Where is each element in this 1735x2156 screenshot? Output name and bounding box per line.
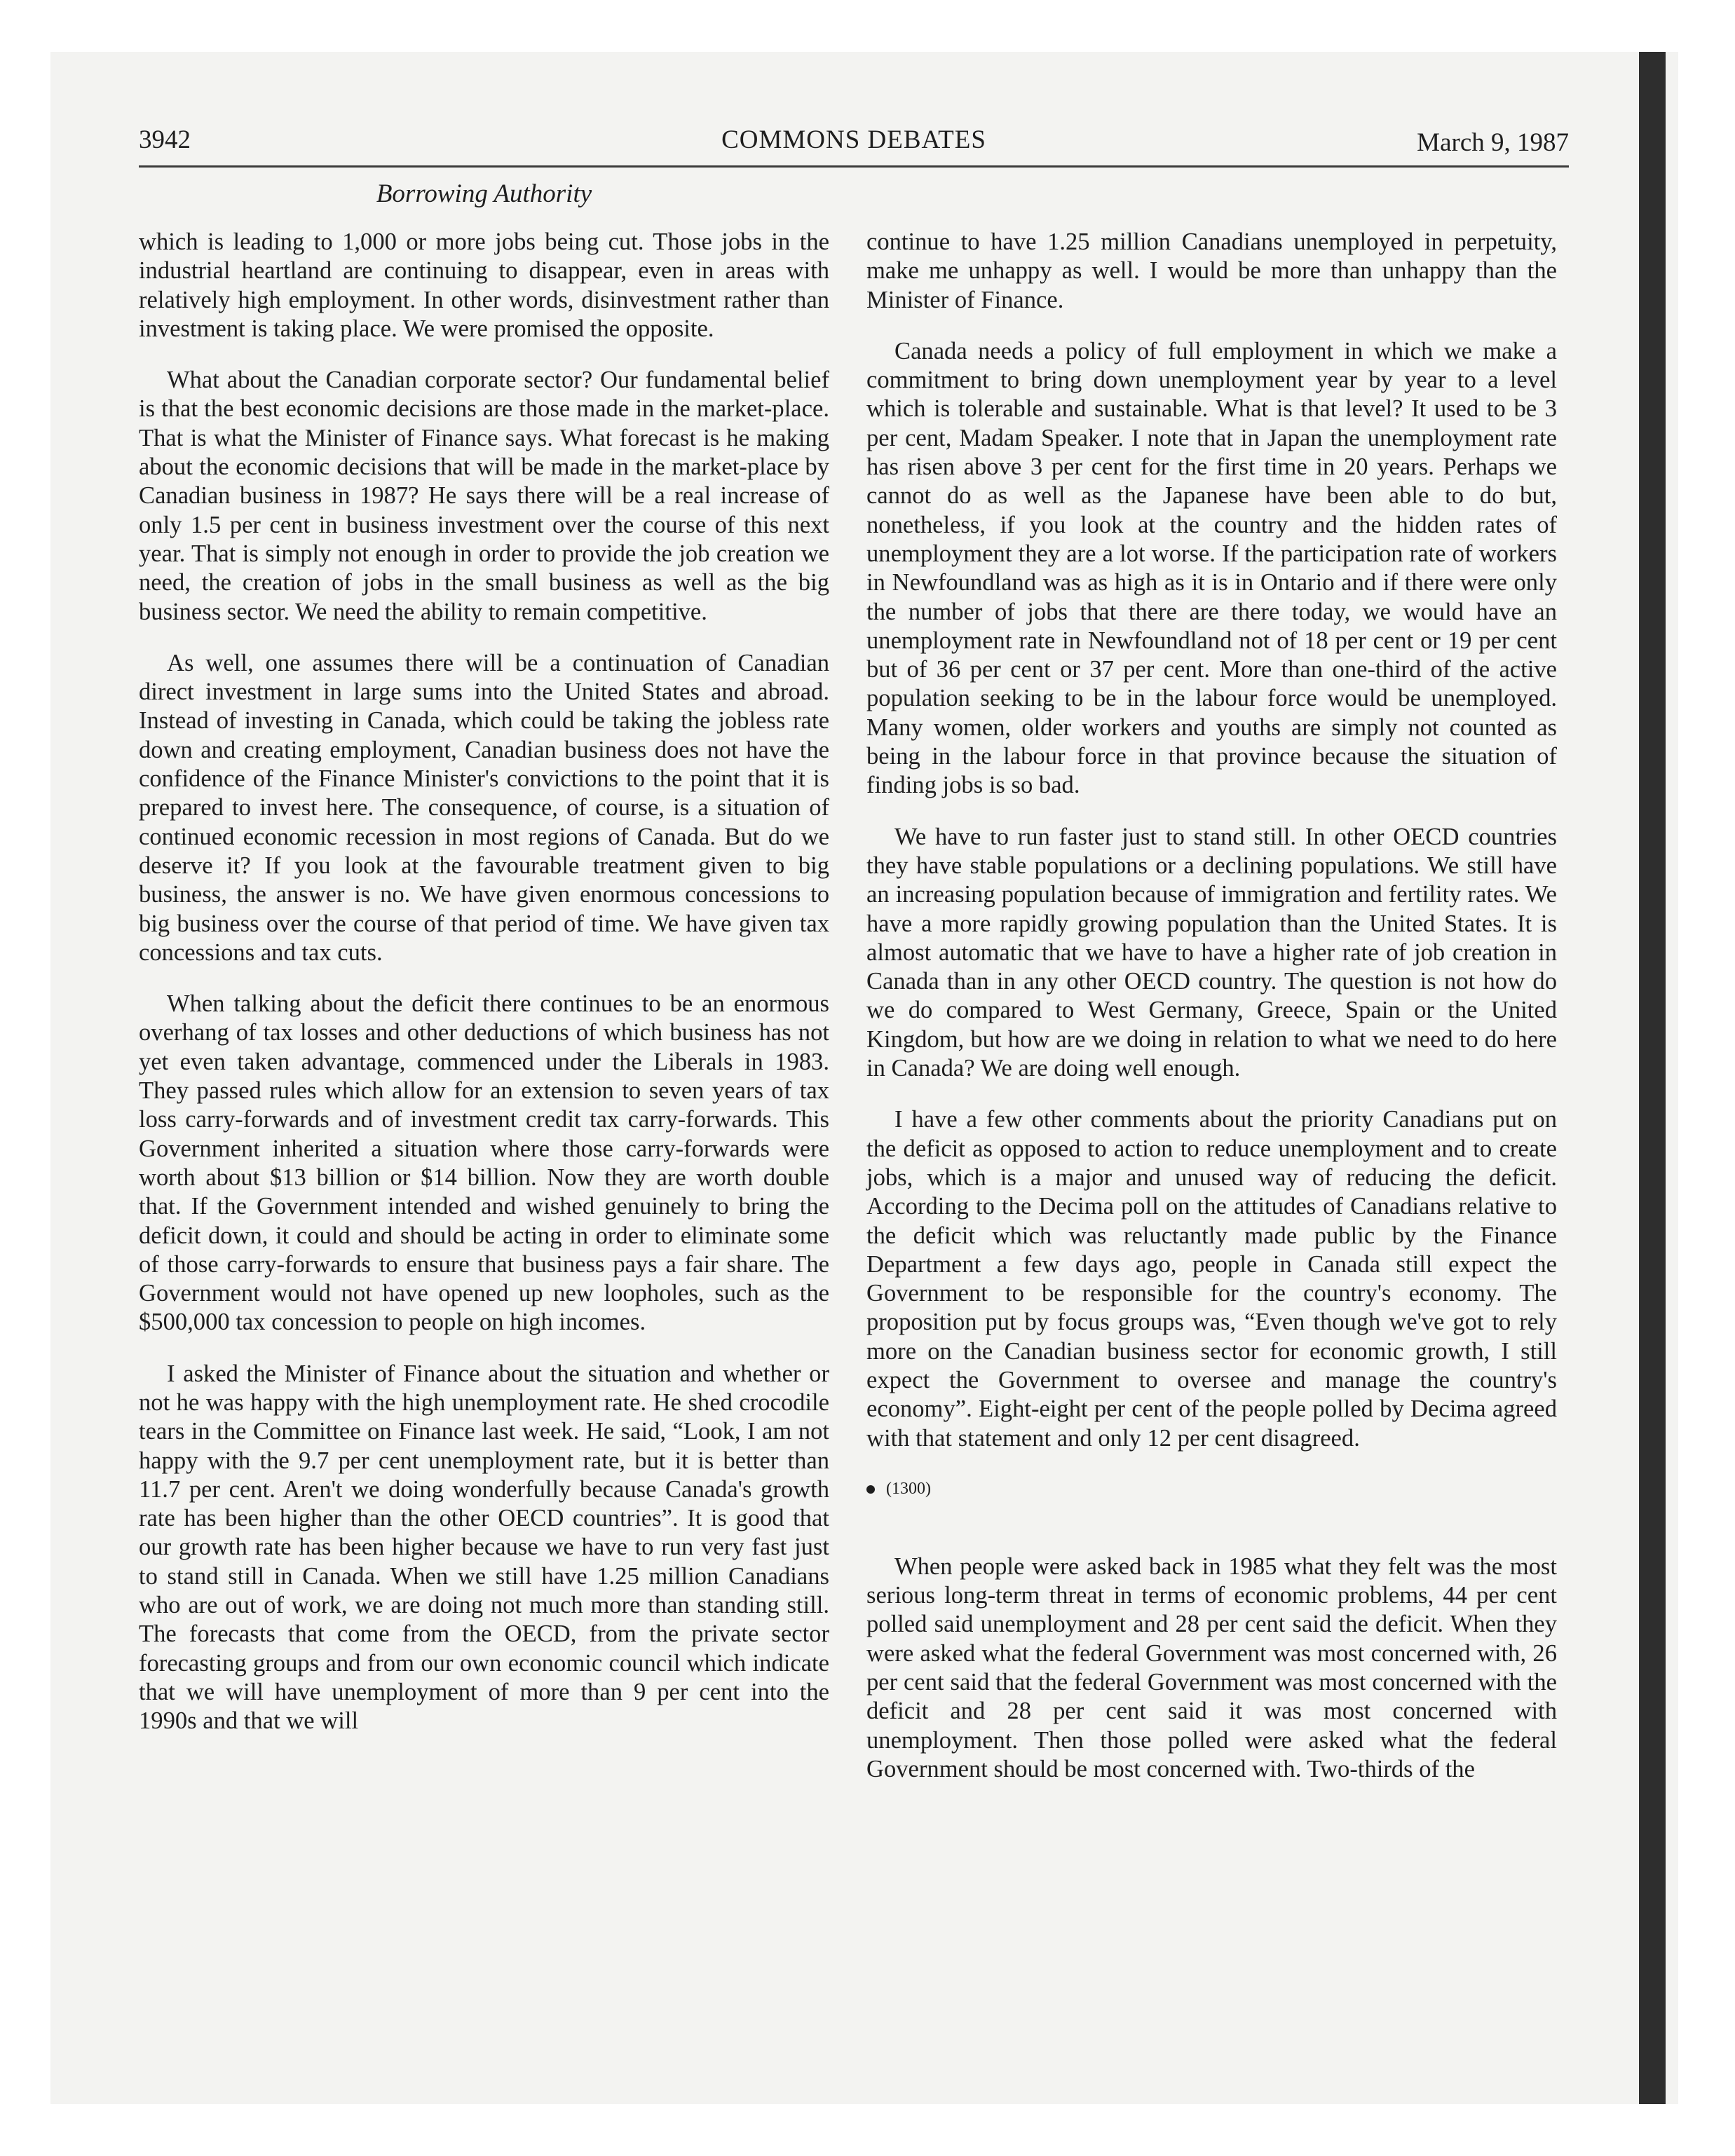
section-heading: Borrowing Authority — [376, 179, 592, 208]
paragraph: What about the Canadian corporate sector? Our fundamental belief is that the best economic decisions are those made in the market-place. That is what the Minister of Finance says. What forecast is he making about the economic decisions that will be made in the market-place by Canadian business in 1987? He says there will be a real increase of only 1.5 per cent in business investment over the course of this next year. That is simply not enough in order to provide the job creation we need, the creation of jobs in the small business as well as the big business sector. We need the ability to remain competitive. — [139, 367, 829, 625]
page-header — [139, 125, 1569, 165]
page-number: 3942 — [139, 125, 191, 154]
paragraph: When talking about the deficit there continues to be an enormous overhang of tax losses and other deductions of which business has not yet even taken advantage, commenced under the Liberals in 1983. They passed rules which allow for an extension to seven years of tax loss carry-forwards and of investment credit tax carry-forwards. This Government inherited a situation where those carry-forwards were worth about $13 billion or $14 billion. Now they are worth double that. If the Government intended and wished genuinely to bring the deficit down, it could and should be acting in order to eliminate some of those carry-forwards to ensure that business pays a fair share. The Government would not have opened up new loopholes, such as the $500,000 tax concession to people on high incomes. — [139, 990, 829, 1336]
paragraph: As well, one assumes there will be a continuation of Canadian direct investment in large sums into the United States and abroad. Instead of investing in Canada, which could be taking the jobless rate down and creating employment, Canadian business does not have the confidence of the Finance Minister's convictions to the point that it is prepared to invest here. The consequence, of course, is a situation of continued economic recession in most regions of Canada. But do we deserve it? If you look at the favourable treatment given to big business, the answer is no. We have given enormous concessions to big business over the course of that period of time. We have given tax concessions and tax cuts. — [139, 649, 829, 966]
paragraph: Canada needs a policy of full employment in which we make a commitment to bring down unemployment year by year to a level which is tolerable and sustainable. What is that level? It used to be 3 per cent, Madam Speaker. I note that in Japan the unemployment rate has risen above 3 per cent for the first time in 20 years. Perhaps we cannot do as well as the Japanese have been able to do but, nonetheless, if you look at the country and the hidden rates of unemployment they are a lot worse. If the participation rate of workers in Newfoundland was as high as it is in Ontario and if there were only the number of jobs that there are there today, we would have an unemployment rate in Newfoundland not of 18 per cent or 19 per cent but of 36 per cent or 37 per cent. More than one-third of the active population seeking to be in the labour force would be unemployed. Many women, older workers and youths are simply not counted as being in the labour force in that province because the situation of finding jobs is so bad. — [866, 337, 1557, 799]
header-rule — [139, 165, 1569, 168]
paragraph: When people were asked back in 1985 what they felt was the most serious long-term threat in terms of economic problems, 44 per cent polled said unemployment and 28 per cent said the deficit. When they were asked what the federal Government was most concerned with, 26 per cent said that the federal Government was most concerned with the deficit and 28 per cent said it was most concerned with unemployment. Then those polled were asked what the federal Government should be most concerned with. Two-thirds of the — [866, 1553, 1557, 1782]
page-date: March 9, 1987 — [1417, 128, 1569, 157]
paragraph: We have to run faster just to stand still. In other OECD countries they have stable populations or a declining populations. We still have an increasing population because of immigration and fertility rates. We have a more rapidly growing population than the United States. It is almost automatic that we have to have a higher rate of job creation in Canada than in any other OECD country. The question is not how do we do compared to West Germany, Greece, Spain or the United Kingdom, but how are we doing in relation to what we need to do here in Canada? We are doing well enough. — [866, 823, 1557, 1082]
paragraph: continue to have 1.25 million Canadians unemployed in perpetuity, make me unhappy as well. I would be more than unhappy than the Minister of Finance. — [866, 228, 1557, 313]
paragraph: which is leading to 1,000 or more jobs being cut. Those jobs in the industrial heartland are continuing to disappear, even in areas with relatively high employment. In other words, disinvestment rather than investment is taking place. We were promised the opposite. — [139, 228, 829, 342]
time-marker-label: (1300) — [886, 1480, 931, 1499]
paragraph: I have a few other comments about the priority Canadians put on the deficit as opposed to action to reduce unemployment and to create jobs, which is a major and unused way of reducing the deficit. According to the Decima poll on the attitudes of Canadians relative to the deficit which was reluctantly made public by the Finance Department a few days ago, people in Canada still expect the Government to be responsible for the country's economy. The proposition put by focus groups was, “Even though we've got to rely more on the Canadian business sector for economic growth, I still expect the Government to oversee and manage the country's economy”. Eight-eight per cent of the people polled by Decima agreed with that statement and only 12 per cent disagreed. — [866, 1106, 1557, 1452]
journal-title: COMMONS DEBATES — [721, 125, 986, 154]
paragraph: I asked the Minister of Finance about the situation and whether or not he was happy with the high unemployment rate. He shed crocodile tears in the Committee on Finance last week. He said, “Look, I am not happy with the 9.7 per cent unemployment rate, but it is better than 11.7 per cent. Aren't we doing wonderfully because Canada's growth rate has been higher than the other OECD countries”. It is good that our growth rate has been higher because we have to run very fast just to stand still in Canada. When we still have 1.25 million Canadians who are out of work, we are doing not much more than standing still. The forecasts that come from the OECD, from the private sector forecasting groups and from our own economic council which indicate that we will have unemployment of more than 9 per cent into the 1990s and that we will — [139, 1360, 829, 1735]
bullet-icon — [866, 1485, 875, 1494]
left-column — [139, 228, 829, 1759]
right-column — [866, 228, 1557, 1806]
time-marker — [866, 1475, 1557, 1503]
scan-edge-shadow — [1639, 52, 1666, 2104]
